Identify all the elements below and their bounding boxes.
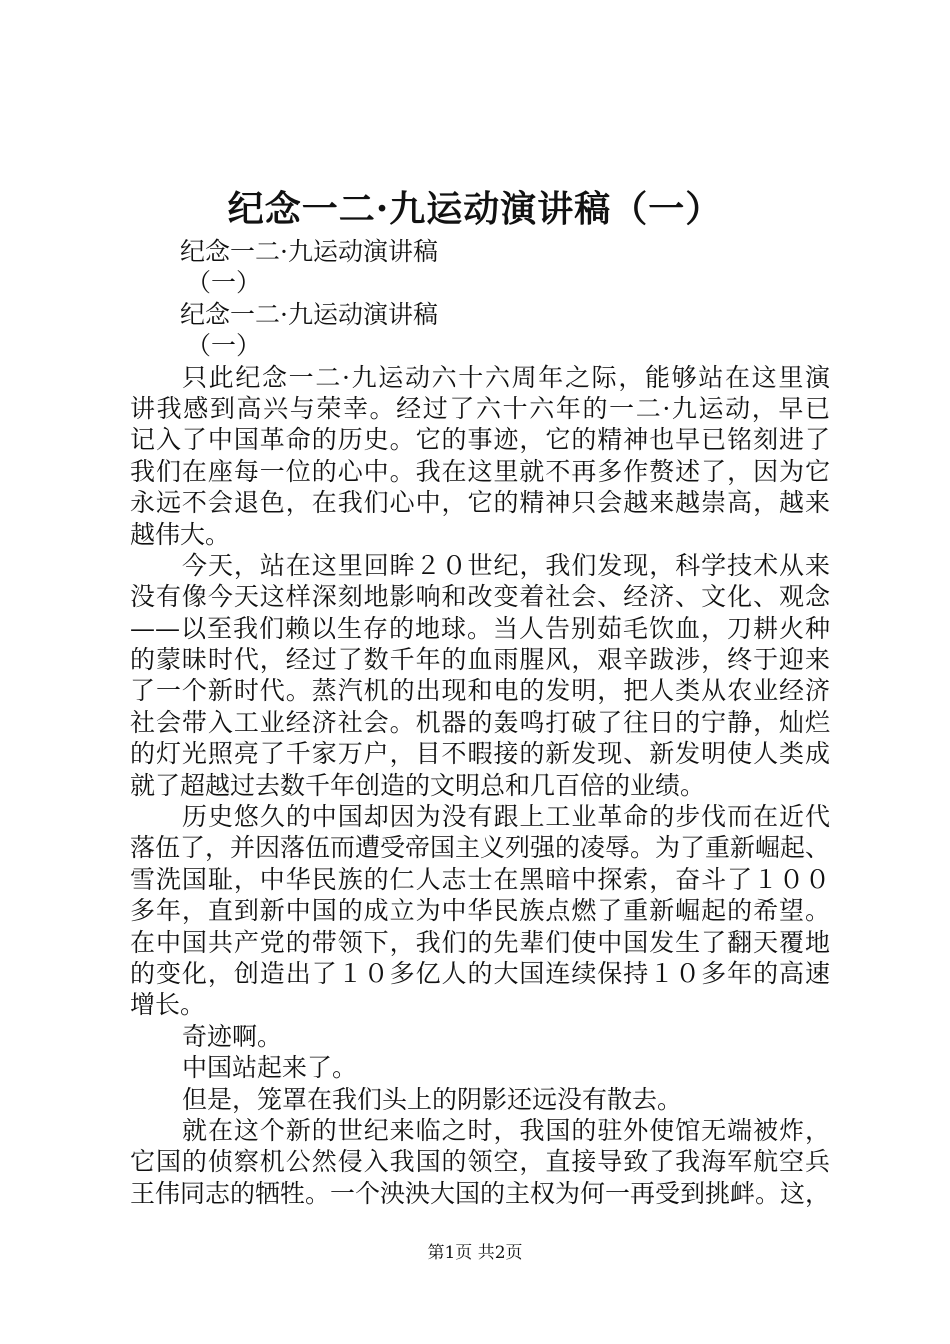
paragraph-line: 王伟同志的牺牲。一个泱泱大国的主权为何一再受到挑衅。这，: [130, 1178, 831, 1208]
subtitle-line: 纪念一二·九运动演讲稿: [180, 237, 438, 266]
paragraph-line: 就在这个新的世纪来临之时，我国的驻外使馆无端被炸，: [182, 1115, 830, 1145]
paragraph-line: 永远不会退色，在我们心中，它的精神只会越来越崇高，越来: [130, 488, 830, 518]
paragraph-line: 多年，直到新中国的成立为中华民族点燃了重新崛起的希望。: [130, 896, 830, 926]
paragraph-line: 历史悠久的中国却因为没有跟上工业革命的步伐而在近代: [182, 802, 830, 832]
paragraph-line: 的灯光照亮了千家万户，目不暇接的新发现、新发明使人类成: [130, 739, 830, 769]
paragraph-line: 就了超越过去数千年创造的文明总和几百倍的业绩。: [130, 770, 706, 800]
paragraph-line: 它国的侦察机公然侵入我国的领空，直接导致了我海军航空兵: [130, 1147, 830, 1177]
paragraph-line: 我们在座每一位的心中。我在这里就不再多作赘述了，因为它: [130, 456, 830, 486]
paragraph-line: 在中国共产党的带领下，我们的先辈们使中国发生了翻天覆地: [130, 927, 830, 957]
paragraph-line: 今天，站在这里回眸２０世纪，我们发现，科学技术从来: [182, 550, 830, 580]
page-footer: 第1页 共2页: [427, 1243, 523, 1263]
paragraph-line: 增长。: [130, 990, 206, 1020]
paragraph-line: 没有像今天这样深刻地影响和改变着社会、经济、文化、观念: [130, 582, 830, 612]
paragraph-line: 记入了中国革命的历史。它的事迹，它的精神也早已铭刻进了: [130, 425, 830, 455]
page-title: 纪念一二·九运动演讲稿（一）: [227, 188, 723, 230]
paragraph-line: 了一个新时代。蒸汽机的出现和电的发明，把人类从农业经济: [130, 676, 830, 706]
paragraph-line: 但是，笼罩在我们头上的阴影还远没有散去。: [182, 1084, 683, 1114]
paragraph-line: 越伟大。: [130, 519, 231, 549]
subtitle-line: （一）: [186, 268, 262, 298]
paragraph-line: 社会带入工业经济社会。机器的轰鸣打破了往日的宁静，灿烂: [130, 707, 830, 737]
paragraph-line: 奇迹啊。: [182, 1021, 283, 1051]
paragraph-line: 只此纪念一二·九运动六十六周年之际，能够站在这里演: [182, 362, 830, 392]
subtitle-line: 纪念一二·九运动演讲稿: [180, 299, 438, 329]
paragraph-line: 的变化，创造出了１０多亿人的大国连续保持１０多年的高速: [130, 958, 830, 988]
paragraph-line: ——以至我们赖以生存的地球。当人告别茹毛饮血，刀耕火种: [130, 613, 830, 643]
subtitle-line: （一）: [186, 331, 262, 361]
paragraph-line: 的蒙昧时代，经过了数千年的血雨腥风，艰辛跋涉，终于迎来: [130, 645, 830, 675]
paragraph-line: 中国站起来了。: [182, 1053, 358, 1083]
paragraph-line: 落伍了，并因落伍而遭受帝国主义列强的凌辱。为了重新崛起、: [130, 833, 831, 863]
document-body: [130, 236, 830, 1209]
paragraph-line: 讲我感到高兴与荣幸。经过了六十六年的一二·九运动，早已: [130, 393, 830, 423]
paragraph-line: 雪洗国耻，中华民族的仁人志士在黑暗中探索，奋斗了１００: [130, 864, 830, 894]
